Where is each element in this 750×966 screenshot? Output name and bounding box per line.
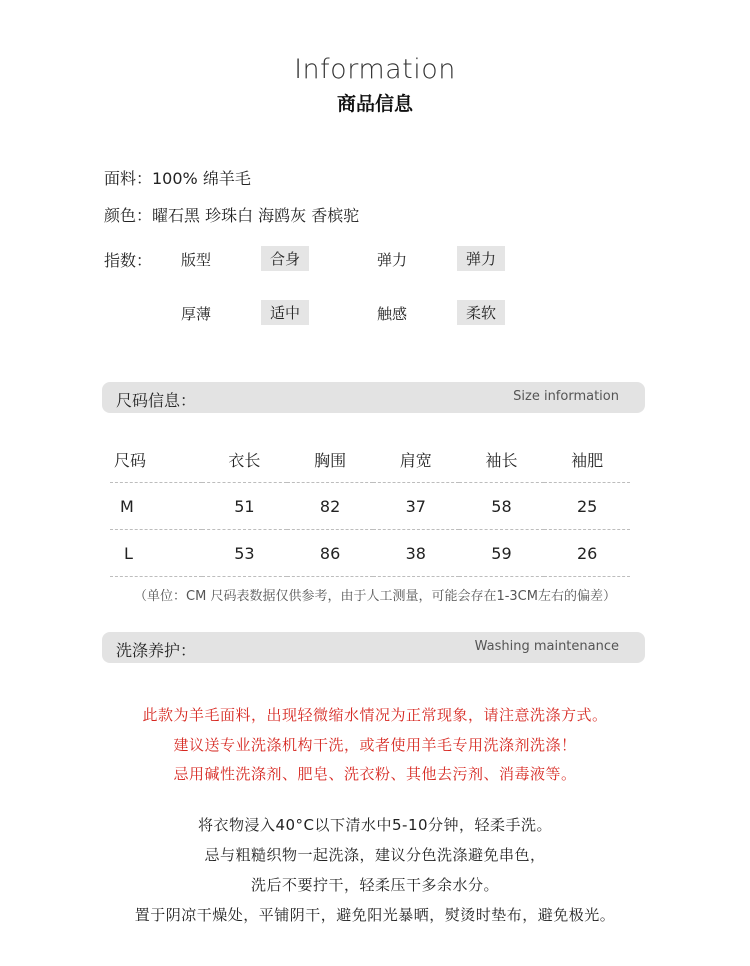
fabric-line: 面料：100% 绵羊毛 (104, 169, 251, 188)
table-header-cell: 衣长 (202, 436, 288, 483)
size-info-label: 尺码信息： (116, 391, 197, 410)
warning-line-2: 建议送专业洗涤机构干洗，或者使用羊毛专用洗涤剂洗涤！ (173, 736, 577, 754)
care-line-1: 将衣物浸入40°C以下清水中5-10分钟，轻柔手洗。 (197, 816, 553, 834)
table-header-cell: 胸围 (287, 436, 373, 483)
table-cell: 86 (287, 530, 373, 577)
index-label: 指数： (104, 251, 153, 270)
table-cell: 51 (202, 483, 288, 530)
size-table (110, 436, 630, 577)
table-cell: 38 (373, 530, 459, 577)
warning-line-1: 此款为羊毛面料，出现轻微缩水情况为正常现象，请注意洗涤方式。 (142, 706, 608, 724)
table-cell: M (110, 483, 202, 530)
colors-line: 颜色：曜石黑 珍珠白 海鸥灰 香槟驼 (104, 206, 360, 225)
index-fit-name: 版型 (181, 251, 212, 269)
table-cell: 53 (202, 530, 288, 577)
index-elastic-value: 弹力 (457, 246, 505, 271)
index-touch-name: 触感 (377, 305, 408, 323)
table-header-cell: 尺码 (110, 436, 202, 483)
index-touch-value: 柔软 (457, 300, 505, 325)
size-info-bar (102, 382, 645, 413)
index-elastic-name: 弹力 (377, 251, 408, 269)
warning-line-3: 忌用碱性洗涤剂、肥皂、洗衣粉、其他去污剂、消毒液等。 (173, 765, 577, 783)
table-cell: 82 (287, 483, 373, 530)
table-header-cell: 袖长 (459, 436, 545, 483)
title-chinese: 商品信息 (336, 93, 413, 115)
title-english: Information (294, 54, 456, 85)
table-row (110, 483, 630, 530)
table-cell: 25 (544, 483, 630, 530)
index-thickness-value: 适中 (261, 300, 309, 325)
washing-label-en: Washing maintenance (474, 639, 619, 654)
care-line-2: 忌与粗糙织物一起洗涤，建议分色洗涤避免串色， (204, 846, 546, 864)
table-row (110, 530, 630, 577)
table-cell: 59 (459, 530, 545, 577)
table-header-cell: 袖肥 (544, 436, 630, 483)
index-fit-value: 合身 (261, 246, 309, 271)
table-cell: 58 (459, 483, 545, 530)
care-line-4: 置于阴凉干燥处，平铺阴干，避免阳光暴晒，熨烫时垫布，避免极光。 (134, 906, 616, 924)
table-header-row (110, 436, 630, 483)
index-thickness-name: 厚薄 (181, 305, 212, 323)
table-cell: 26 (544, 530, 630, 577)
washing-bar (102, 632, 645, 663)
size-info-label-en: Size information (513, 389, 619, 404)
washing-label: 洗涤养护： (116, 641, 197, 660)
care-line-3: 洗后不要拧干，轻柔压干多余水分。 (250, 876, 499, 894)
table-header-cell: 肩宽 (373, 436, 459, 483)
size-note: （单位：CM 尺码表数据仅供参考，由于人工测量，可能会存在1-3CM左右的偏差） (134, 589, 616, 604)
table-cell: 37 (373, 483, 459, 530)
table-cell: L (110, 530, 202, 577)
